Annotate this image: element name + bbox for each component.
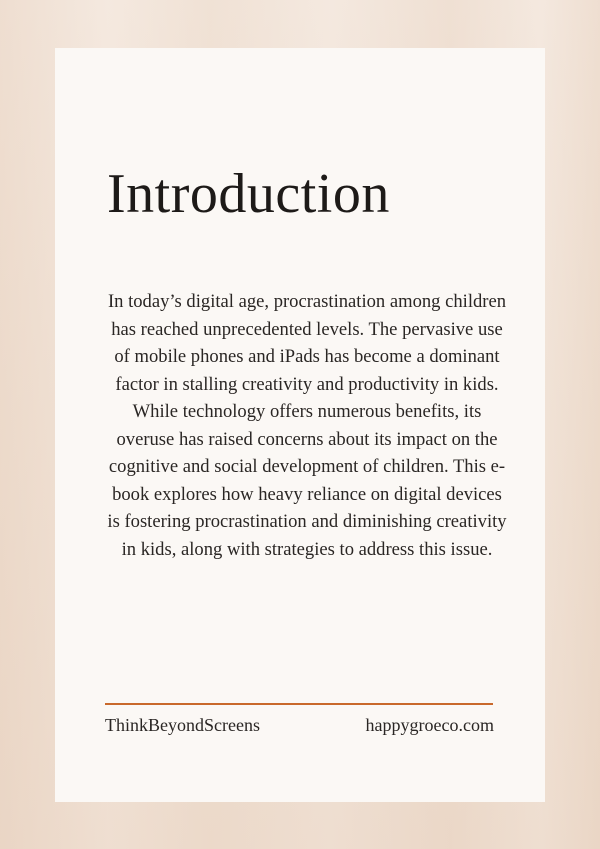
footer-divider bbox=[105, 703, 493, 705]
footer-brand: ThinkBeyondScreens bbox=[105, 715, 260, 735]
intro-paragraph: In today’s digital age, procrastination among children has reached unprecedented levels. The pervasive use of mobile phones and iPads has become a dominant factor in stalling creativity and productivity in kids. While technology offers numerous benefits, its overuse has raised concerns about its impact on the cognitive and social development of children. This e-book explores how heavy reliance on digital devices is fostering procrastination and diminishing creativity in kids, along with strategies to address this issue. bbox=[107, 291, 507, 560]
page-title: Introduction bbox=[107, 163, 390, 225]
footer-website: happygroeco.com bbox=[365, 715, 494, 735]
page-card bbox=[55, 48, 545, 802]
